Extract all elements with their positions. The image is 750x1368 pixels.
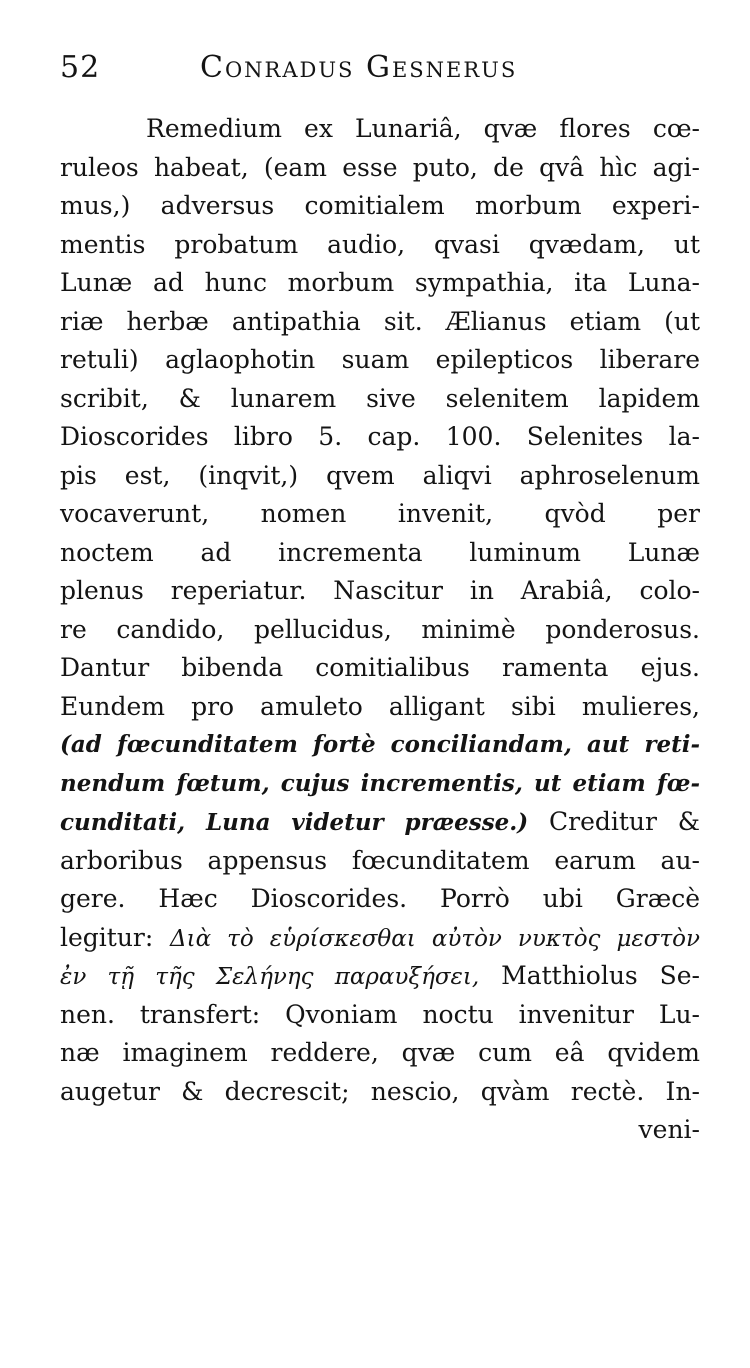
roman-fragment: Matthiolus Se- xyxy=(479,961,700,990)
text-line: mus,) adversus comitialem morbum experi- xyxy=(60,191,700,220)
text-line-italic: (ad fœcunditatem fortè conciliandam, aut reti- xyxy=(60,731,700,758)
text-line-mixed xyxy=(60,803,700,842)
page-number: 52 xyxy=(60,50,101,85)
text-line: augetur & decrescit; nescio, qvàm rectè. In- xyxy=(60,1076,700,1106)
text-line: riæ herbæ antipathia sit. Ælianus etiam (ut xyxy=(60,306,700,336)
text-line: noctem ad incrementa luminum Lunæ xyxy=(60,537,700,567)
text-line: pis est, (inqvit,) qvem aliqvi aphroselenum xyxy=(60,460,700,490)
text-line: Lunæ ad hunc morbum sympathia, ita Luna- xyxy=(60,268,700,297)
text-line: Eundem pro amuleto alligant sibi mulieres, xyxy=(60,691,700,721)
text-line-greek xyxy=(60,919,700,958)
text-line: nen. transfert: Qvoniam noctu invenitur Lu- xyxy=(60,999,700,1029)
text-line: næ imaginem reddere, qvæ cum eâ qvidem xyxy=(60,1038,700,1067)
text-line: mentis probatum audio, qvasi qvædam, ut xyxy=(60,229,700,259)
text-line: arboribus appensus fœcunditatem earum au- xyxy=(60,845,700,875)
text-line-italic: nendum fœtum, cujus incrementis, ut etiam fœ- xyxy=(60,769,700,797)
text-line: ruleos habeat, (eam esse puto, de qvâ hìc agi- xyxy=(60,152,700,182)
text-line: re candido, pellucidus, minimè ponderosus. xyxy=(60,614,700,644)
roman-fragment: Creditur & xyxy=(528,807,701,836)
text-line: vocaverunt, nomen invenit, qvòd per xyxy=(60,499,700,528)
running-title: Conradus Gesnerus xyxy=(200,50,518,85)
roman-fragment: legitur: xyxy=(60,922,170,952)
text-line: Dantur bibenda comitialibus ramenta ejus. xyxy=(60,653,700,682)
text-line-greek xyxy=(60,957,700,996)
text-line: Remedium ex Lunariâ, qvæ flores cœ- xyxy=(146,114,700,143)
italic-fragment: cunditati, Luna videtur præesse.) xyxy=(60,809,529,836)
running-head xyxy=(60,50,620,90)
text-line: gere. Hæc Dioscorides. Porrò ubi Græcè xyxy=(60,884,700,913)
text-line: plenus reperiatur. Nascitur in Arabiâ, colo- xyxy=(60,576,700,605)
text-line: Dioscorides libro 5. cap. 100. Selenites la- xyxy=(60,422,700,451)
greek-quote: Διὰ τὸ εὑρίσκεσθαι αὐτὸν νυκτὸς μεστὸν xyxy=(169,925,700,952)
text-line: retuli) aglaophotin suam epilepticos liberare xyxy=(60,345,700,374)
catchword: veni- xyxy=(638,1115,700,1144)
body-text xyxy=(60,110,700,1150)
text-line: scribit, & lunarem sive selenitem lapidem xyxy=(60,383,700,413)
greek-quote: ἐν τῇ τῆς Σελήνης παραυξήσει, xyxy=(60,964,480,990)
